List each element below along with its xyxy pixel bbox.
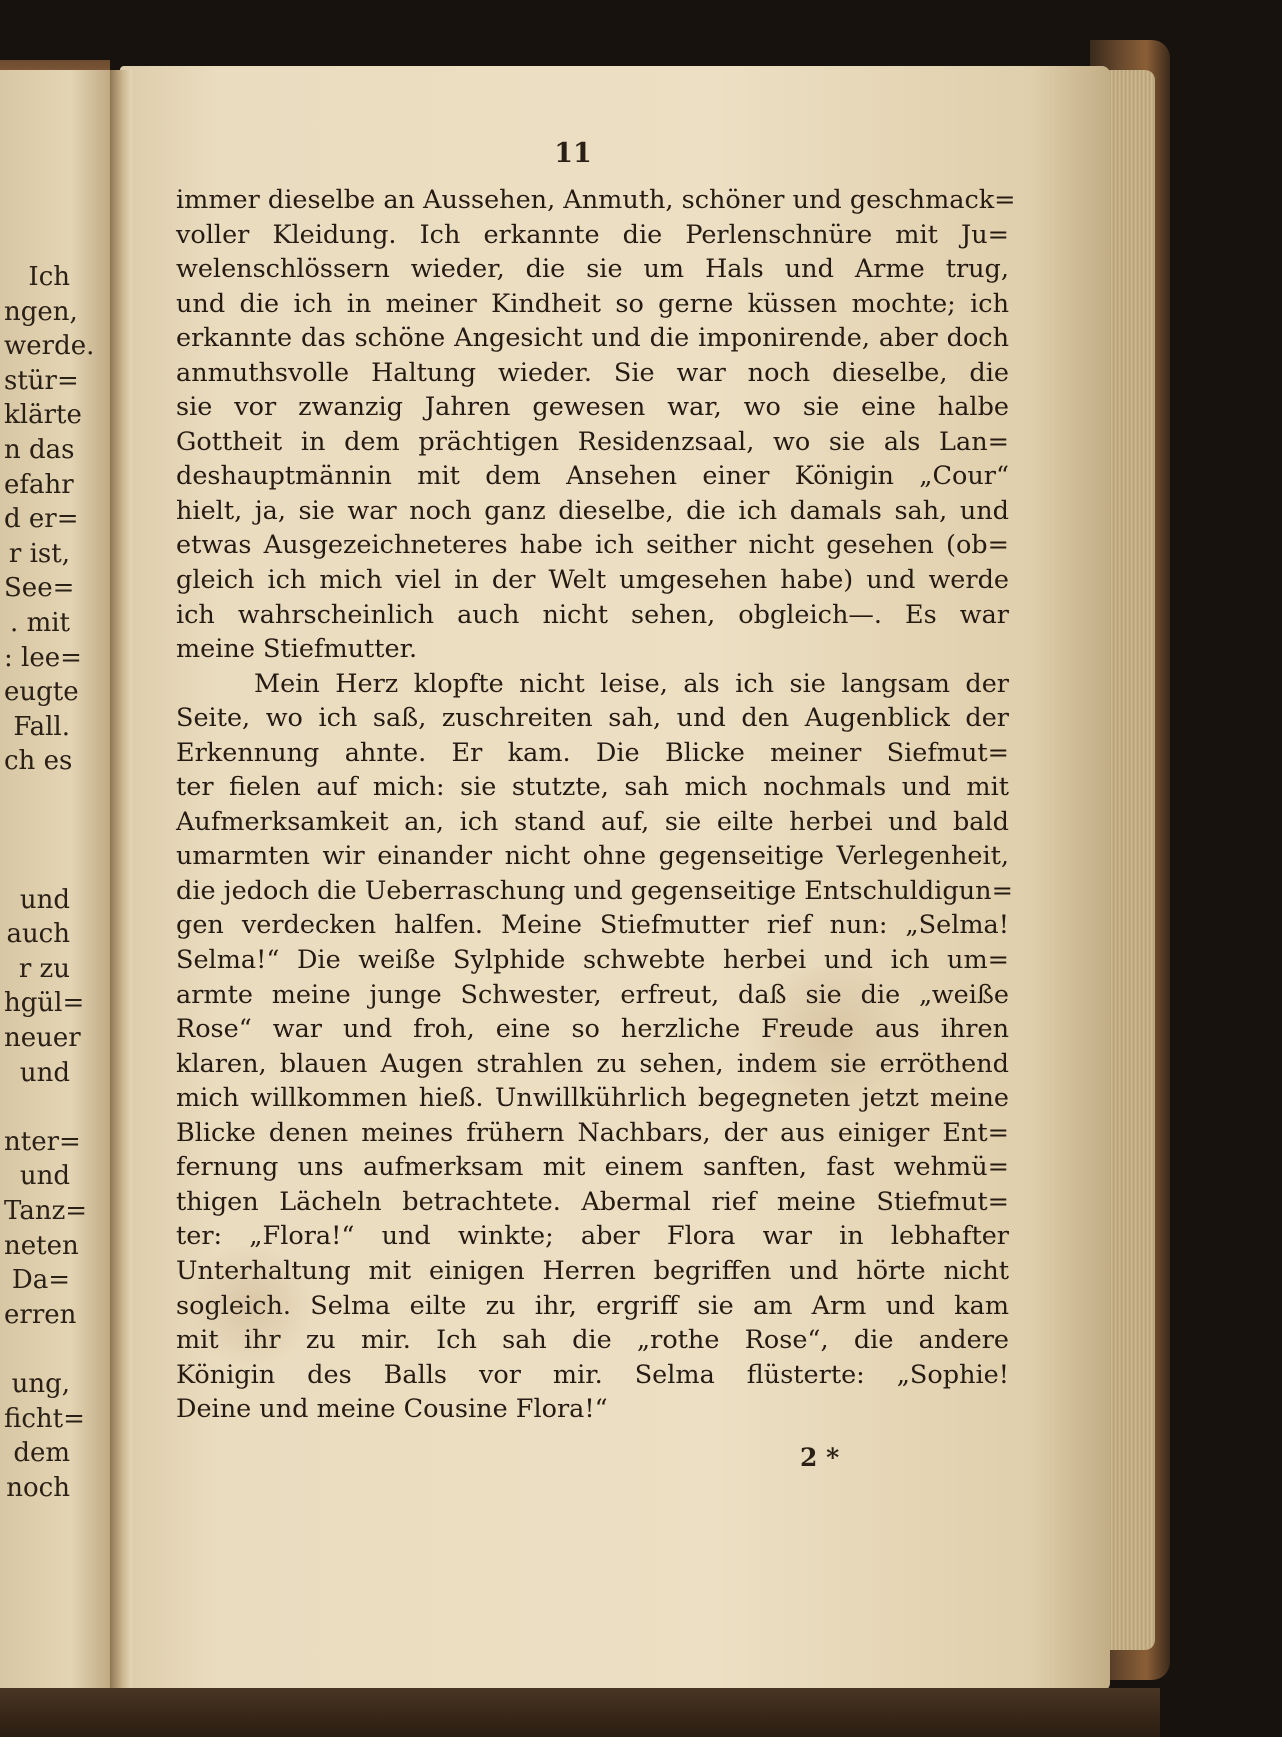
text-line: Deine und meine Cousine Flora!“ [176, 1394, 608, 1425]
text-line: Rose“ war und froh, eine so herzliche Freude aus ihren [176, 1014, 1009, 1045]
text-line: ter fielen auf mich: sie stutzte, sah mich nochmals und mit [176, 772, 1009, 803]
text-line: Erkennung ahnte. Er kam. Die Blicke meiner Siefmut= [176, 737, 1009, 768]
left-text-fragment: ngen, [4, 296, 78, 327]
left-text-fragment [4, 848, 70, 883]
text-line: armte meine junge Schwester, erfreut, daß sie die „weiße [176, 979, 1009, 1010]
text-line: und die ich in meiner Kindheit so gerne küssen mochte; ich [176, 288, 1009, 319]
left-text-fragment: klärte [4, 400, 82, 431]
left-text-fragment: r zu [18, 953, 70, 984]
left-text-fragment: nter= [4, 1126, 81, 1157]
text-line: ter: „Flora!“ und winkte; aber Flora war in lebhafter [176, 1221, 1009, 1252]
left-text-fragment: stür= [4, 365, 79, 396]
text-line: fernung uns aufmerksam mit einem sanften, fast wehmü= [176, 1152, 1009, 1183]
text-line: voller Kleidung. Ich erkannte die Perlenschnüre mit Ju= [176, 219, 1009, 250]
text-line: gleich ich mich viel in der Welt umgesehen habe) und werde [176, 565, 1009, 596]
left-page-text-fragments [4, 260, 95, 1505]
left-text-fragment: eugte [4, 677, 79, 708]
text-line: mit ihr zu mir. Ich sah die „rothe Rose“, die andere [176, 1325, 1009, 1356]
left-text-fragment: . mit [10, 607, 70, 638]
left-text-fragment: n das [4, 434, 75, 465]
text-line: Seite, wo ich saß, zuschreiten sah, und den Augenblick der [176, 703, 1009, 734]
left-text-fragment: auch [6, 919, 70, 950]
left-text-fragment: erren [4, 1299, 77, 1330]
body-text [176, 183, 1016, 1427]
left-text-fragment: r ist, [8, 538, 70, 569]
left-text-fragment [4, 1332, 70, 1367]
text-line: Unterhaltung mit einigen Herren begriffen und hörte nicht [176, 1255, 1009, 1286]
left-text-fragment: noch [6, 1472, 70, 1503]
left-text-fragment: und [19, 1161, 70, 1192]
text-line: deshauptmännin mit dem Ansehen einer Königin „Cour“ [176, 461, 1009, 492]
left-text-fragment: ch es [4, 746, 73, 777]
left-text-fragment: See= [4, 573, 75, 604]
left-text-fragment: efahr [4, 469, 74, 500]
text-line: die jedoch die Ueberraschung und gegenseitige Entschuldigun= [176, 875, 1013, 906]
page-number: 11 [554, 138, 592, 169]
left-text-fragment: Da= [11, 1265, 70, 1296]
text-line: sogleich. Selma eilte zu ihr, ergriff sie am Arm und kam [176, 1290, 1009, 1321]
text-line: immer dieselbe an Aussehen, Anmuth, schöner und geschmack= [176, 185, 1016, 215]
text-line: umarmten wir einander nicht ohne gegenseitige Verlegenheit, [176, 841, 1009, 872]
text-line: welenschlössern wieder, die sie um Hals und Arme trug, [176, 254, 1009, 285]
text-line: Selma!“ Die weiße Sylphide schwebte herbei und ich um= [176, 945, 1009, 976]
left-text-fragment: werde. [4, 331, 95, 362]
left-text-fragment: hgül= [4, 988, 85, 1019]
left-text-fragment: Tanz= [4, 1196, 88, 1227]
left-text-fragment: neten [4, 1230, 79, 1261]
left-text-fragment: d er= [4, 504, 79, 535]
text-line: etwas Ausgezeichneteres habe ich seither nicht gesehen (ob= [176, 530, 1009, 561]
text-line: hielt, ja, sie war noch ganz dieselbe, die ich damals sah, und [176, 495, 1009, 526]
book-bottom-edge [0, 1688, 1160, 1737]
left-text-fragment: : lee= [4, 642, 82, 673]
left-text-fragment: und [19, 1057, 70, 1088]
left-text-fragment: und [19, 884, 70, 915]
signature-mark: 2 * [800, 1443, 840, 1472]
left-text-fragment: dem [13, 1438, 70, 1469]
left-text-fragment [4, 1090, 70, 1125]
text-line: thigen Lächeln betrachtete. Abermal rief meine Stiefmut= [176, 1186, 1009, 1217]
left-text-fragment [4, 779, 70, 814]
left-text-fragment: ficht= [4, 1403, 85, 1434]
text-line: mich willkommen hieß. Unwillkührlich begegneten jetzt meine [176, 1083, 1009, 1114]
text-line: anmuthsvolle Haltung wieder. Sie war noch dieselbe, die [176, 357, 1009, 388]
left-text-fragment: ung, [11, 1369, 70, 1399]
text-line: Königin des Balls vor mir. Selma flüsterte: „Sophie! [176, 1359, 1009, 1390]
text-line: Mein Herz klopfte nicht leise, als ich sie langsam der [254, 668, 1009, 699]
text-line: gen verdecken halfen. Meine Stiefmutter rief nun: „Selma! [176, 910, 1009, 941]
left-text-fragment: Ich [28, 262, 70, 292]
left-page [0, 70, 118, 1690]
text-line: klaren, blauen Augen strahlen zu sehen, indem sie erröthend [176, 1048, 1009, 1079]
left-text-fragment: neuer [4, 1023, 81, 1054]
text-line: Aufmerksamkeit an, ich stand auf, sie eilte herbei und bald [176, 806, 1009, 837]
text-line: Gottheit in dem prächtigen Residenzsaal, wo sie als Lan= [176, 426, 1009, 457]
text-line: erkannte das schöne Angesicht und die imponirende, aber doch [176, 323, 1009, 354]
left-text-fragment: Fall. [13, 711, 70, 742]
page-gutter [110, 70, 132, 1690]
left-text-fragment [4, 814, 70, 849]
text-line: Blicke denen meines frühern Nachbars, der aus einiger Ent= [176, 1117, 1009, 1148]
text-line: meine Stiefmutter. [176, 634, 418, 665]
text-line: sie vor zwanzig Jahren gewesen war, wo sie eine halbe [176, 392, 1009, 423]
text-line: ich wahrscheinlich auch nicht sehen, obgleich—. Es war [176, 599, 1009, 630]
